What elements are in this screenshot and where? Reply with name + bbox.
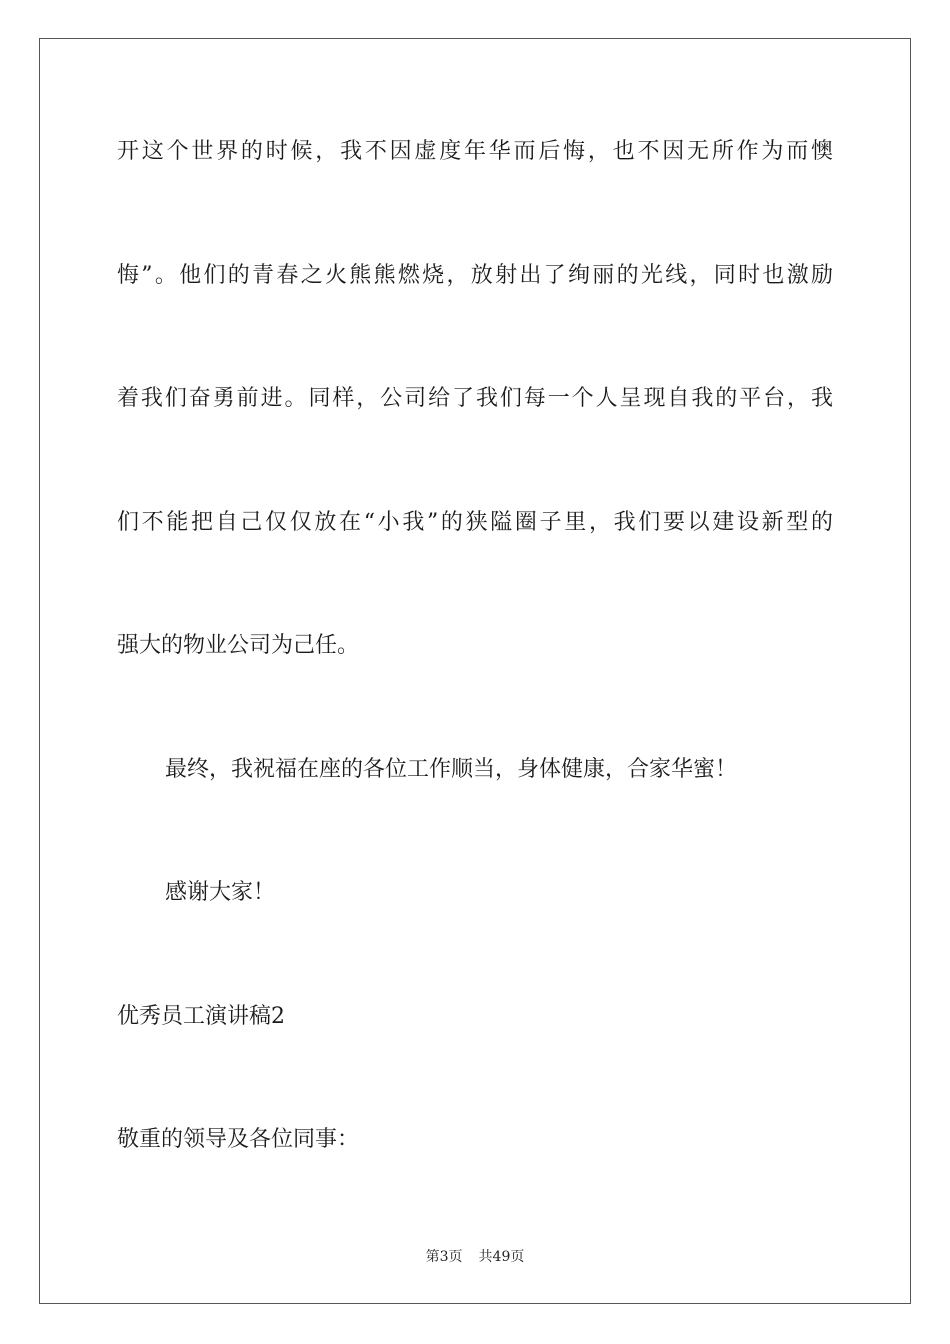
body-line: 感谢大家！ [165,880,276,905]
page-number: 第3页 [425,1249,463,1265]
page-total: 共49页 [478,1249,525,1265]
page-border [39,38,911,1304]
page-footer [0,1248,950,1266]
section-heading: 优秀员工演讲稿2 [117,1004,285,1029]
body-line: 悔”。他们的青春之火熊熊燃烧，放射出了绚丽的光线，同时也激励 [117,263,833,288]
salutation: 敬重的领导及各位同事： [117,1127,360,1152]
body-line: 强大的物业公司为己任。 [117,633,360,658]
body-line: 们不能把自己仅仅放在“小我”的狭隘圈子里，我们要以建设新型的 [117,510,833,535]
body-line: 最终，我祝福在座的各位工作顺当，身体健康，合家华蜜！ [165,757,738,782]
body-line: 着我们奋勇前进。同样，公司给了我们每一个人呈现自我的平台，我 [117,386,833,411]
body-line: 开这个世界的时候，我不因虚度年华而后悔，也不因无所作为而懊 [117,139,833,164]
